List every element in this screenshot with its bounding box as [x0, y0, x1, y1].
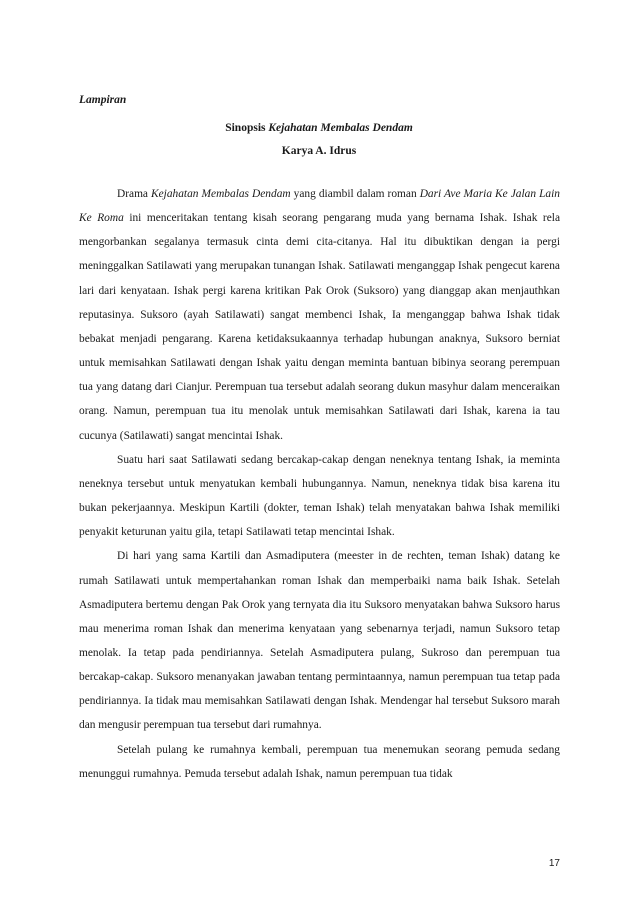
paragraph-text: Drama — [117, 188, 152, 200]
italic-title-text: Kejahatan Membalas Dendam — [151, 188, 291, 200]
title-prefix: Sinopsis — [225, 122, 269, 134]
body-paragraph — [79, 182, 560, 448]
body-paragraph — [79, 448, 560, 545]
paragraph-text: Suatu hari saat Satilawati sedang bercakap-cakap dengan neneknya tentang Ishak, ia meminta neneknya tersebut untuk menyatukan kembali hubungannya. Namun, neneknya tidak bisa karena itu bukan pekerjaannya. Meskipun Kartili (dokter, teman Ishak) telah menyatakan bahwa Ishak memiliki penyakit keturunan yaitu gila, tetapi Satilawati tetap mencintai Ishak. — [79, 453, 560, 539]
synopsis-title — [0, 122, 638, 134]
synopsis-body — [79, 182, 560, 786]
paragraph-text: Setelah pulang ke rumahnya kembali, perempuan tua menemukan seorang pemuda sedang menunggui rumahnya. Pemuda tersebut adalah Ishak, namun perempuan tua tidak — [79, 743, 560, 780]
italic-title-text: Dari Ave Maria Ke Jalan Lain Ke Roma — [79, 188, 560, 225]
paragraph-text: Di hari yang sama Kartili dan Asmadiputera (meester in de rechten, teman Ishak) datang ke rumah Satilawati untuk mempertahankan roman Ishak dan memperbaiki nama baik Ishak. Setelah Asmadiputera bertemu dengan Pak Orok yang ternyata dia itu Suksoro menyatakan bahwa Suksoro harus mau menerima roman Ishak dan menerima kenyataan yang sebenarnya terjadi, namun Suksoro tetap menolak. Ia tetap pada pendiriannya. Setelah Asmadiputera pulang, Sukroso dan perempuan tua bercakap-cakap. Suksoro menanyakan jawaban tentang permintaannya, namun perempuan tua tetap pada pendiriannya. Ia tidak mau memisahkan Satilawati dengan Ishak. Mendengar hal tersebut Suksoro marah dan mengusir perempuan tua tersebut dari rumahnya. — [79, 550, 560, 732]
body-paragraph — [79, 544, 560, 737]
section-heading: Lampiran — [79, 94, 127, 106]
paragraph-text: ini menceritakan tentang kisah seorang pengarang muda yang bernama Ishak. Ishak rela mengorbankan segalanya termasuk cinta demi cita-citanya. Hal itu dibuktikan dengan ia pergi meninggalkan Satilawati yang merupakan tunangan Ishak. Satilawati menganggap Ishak pengecut karena lari dari kenyataan. Ishak pergi karena kritikan Pak Orok (Suksoro) yang dianggap akan menjauthkan reputasinya. Suksoro (ayah Satilawati) sangat membenci Ishak, Ia menganggap bahwa Ishak tidak bebakat menjadi pengarang. Karena ketidaksukaannya terhadap hubungan anaknya, Suksoro berniat untuk memisahkan Satilawati dengan Ishak yaitu dengan meminta bantuan bibinya seorang perempuan tua yang datang dari Cianjur. Perempuan tua tersebut adalah seorang dukun masyhur dalam menceraikan orang. Namun, perempuan tua itu menolak untuk memisahkan Satilawati dari Ishak, karena ia tau cucunya (Satilawati) sangat mencintai Ishak. — [79, 212, 560, 442]
paragraph-text: yang diambil dalam roman — [290, 188, 420, 200]
body-paragraph — [79, 738, 560, 786]
title-work-name: Kejahatan Membalas Dendam — [268, 122, 413, 134]
author-line: Karya A. Idrus — [281, 145, 357, 157]
page-number: 17 — [548, 858, 560, 869]
